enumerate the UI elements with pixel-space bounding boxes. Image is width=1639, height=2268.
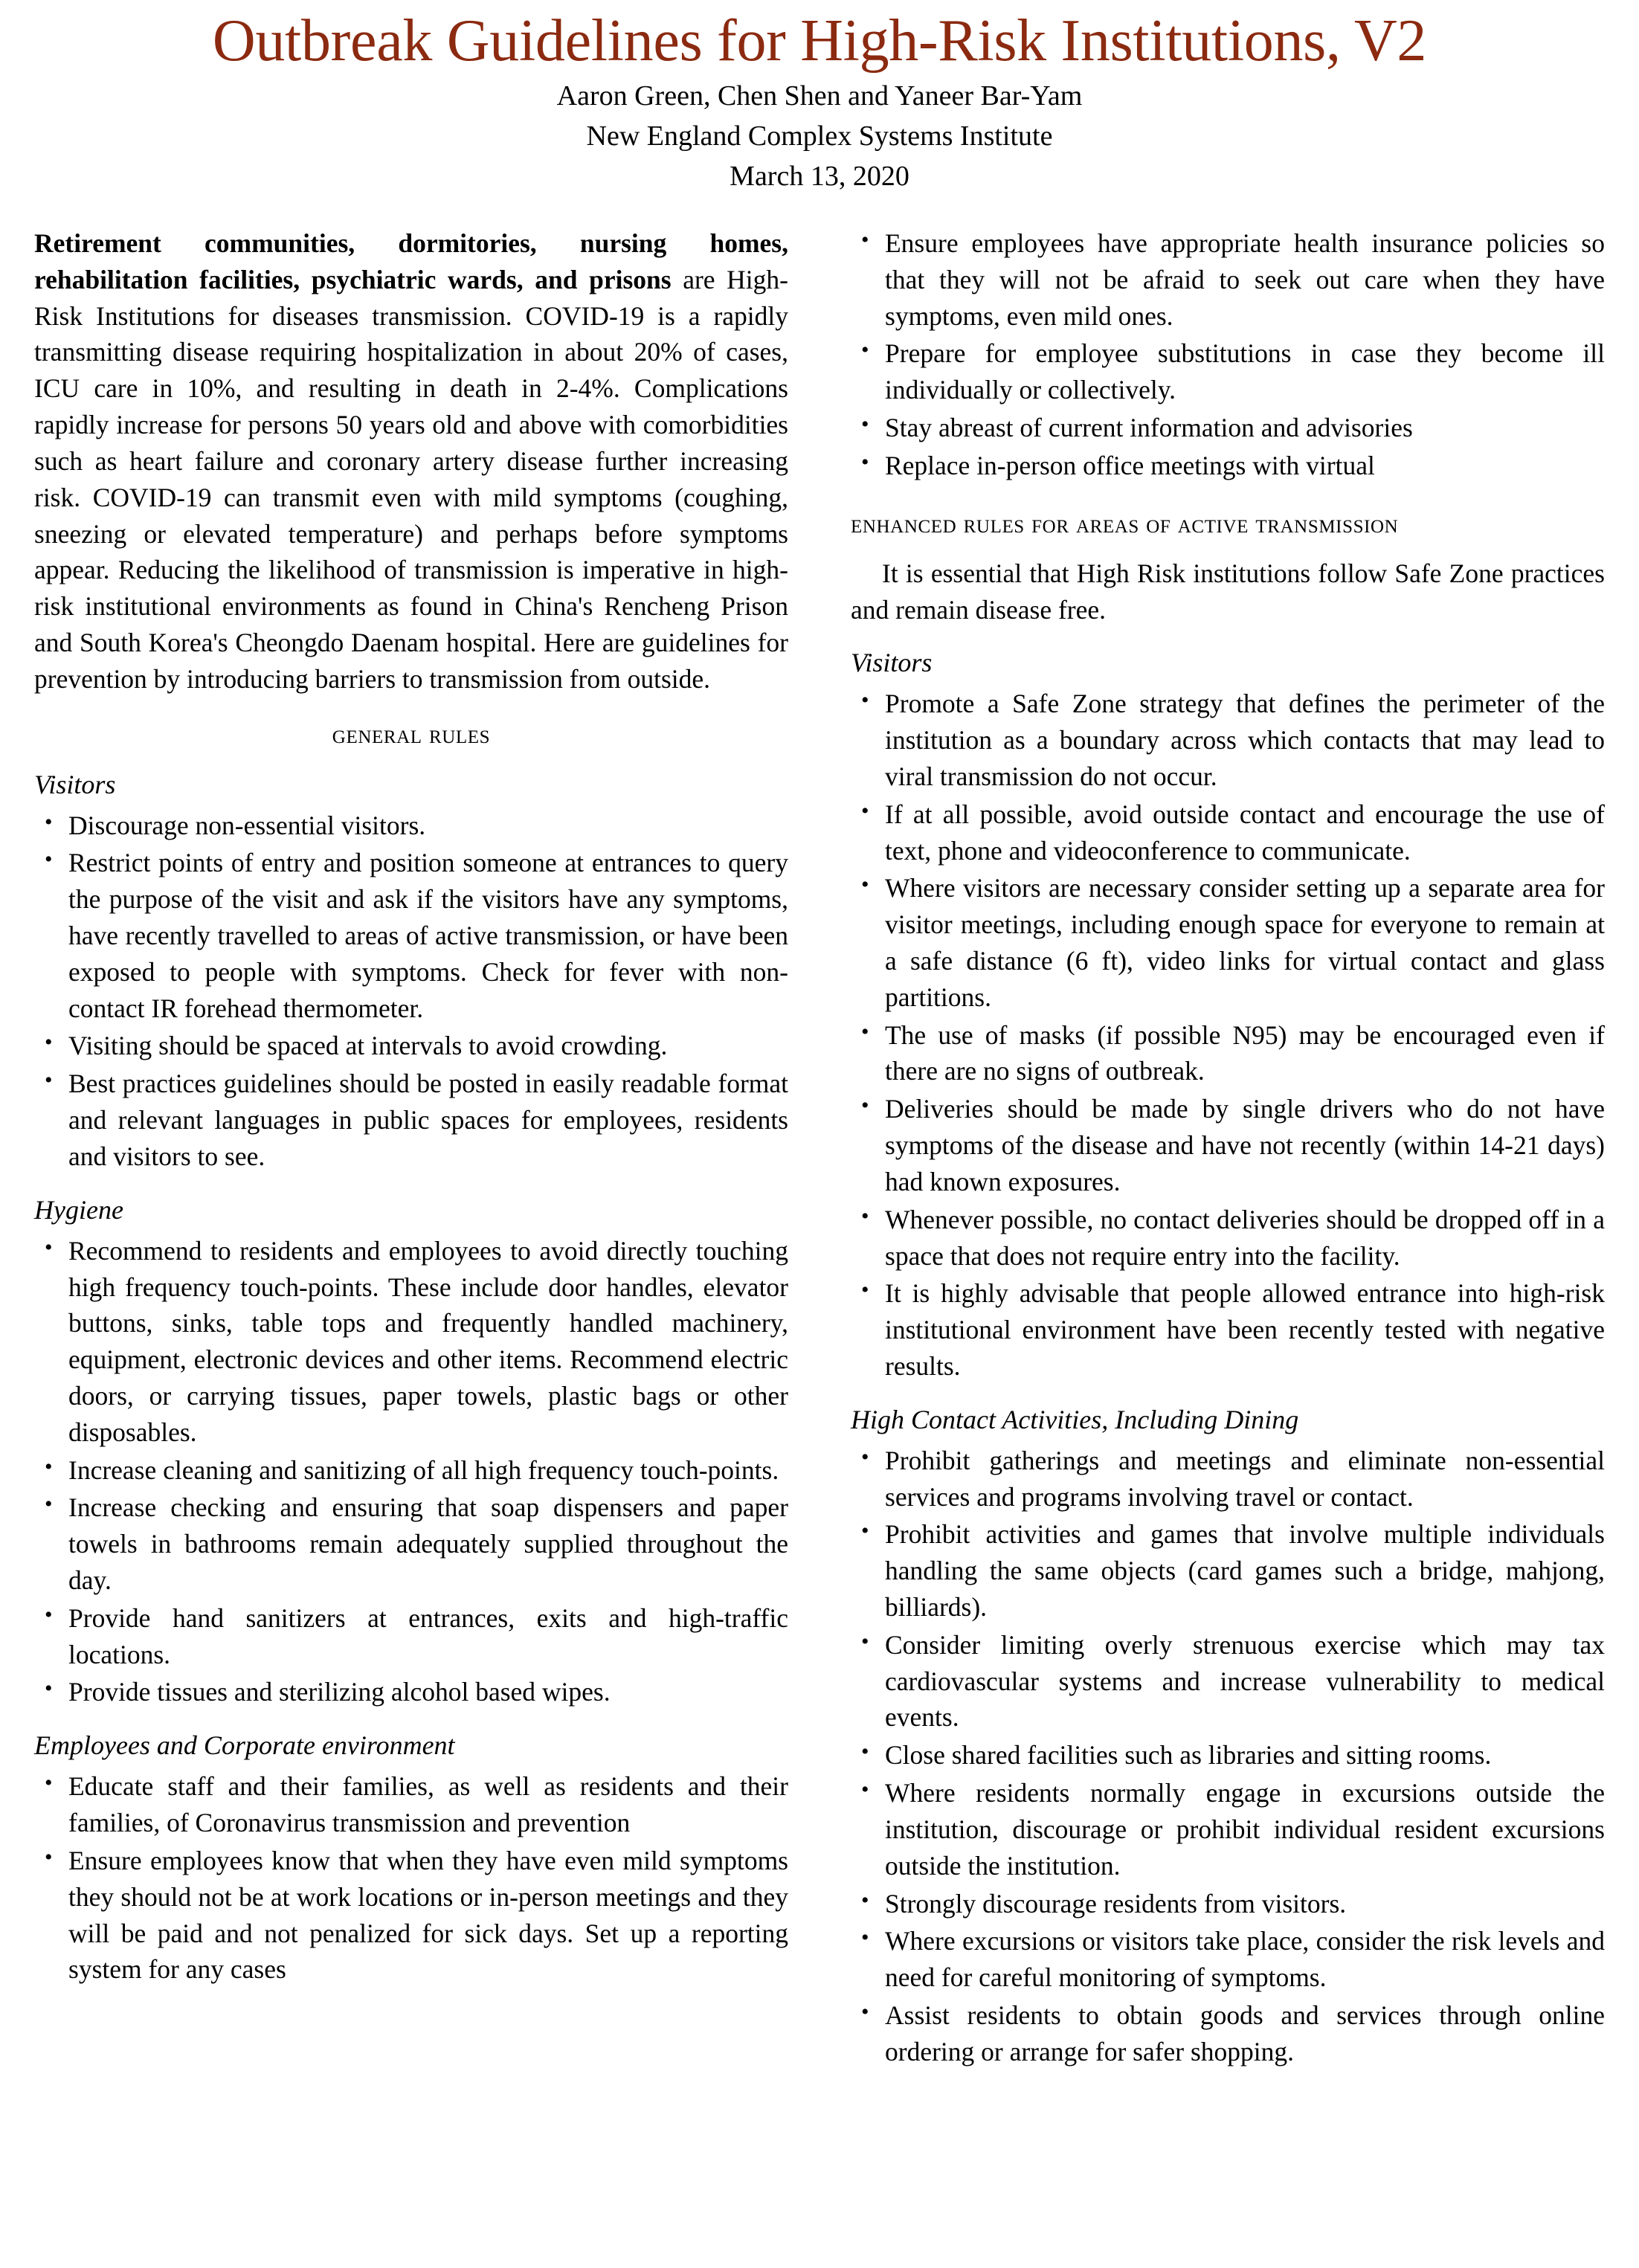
list-item: • It is highly advisable that people allowed entrance into high-risk institutional environment have been recently tested with negative results. xyxy=(851,1275,1605,1384)
list-item: • Assist residents to obtain goods and services through online ordering or arrange for safer shopping. xyxy=(851,1997,1605,2070)
high-contact-rules-list xyxy=(851,1443,1605,2070)
intro-lead-in: Retirement communities, dormitories, nursing homes, rehabilitation facilities, psychiatric wards, and prisons xyxy=(34,228,788,294)
employees-rules-list-continued xyxy=(851,225,1605,484)
enhanced-rules-intro: It is essential that High Risk institutions follow Safe Zone practices and remain disease free. xyxy=(851,558,1605,625)
list-item: • If at all possible, avoid outside contact and encourage the use of text, phone and videoconference to communicate. xyxy=(851,796,1605,869)
subsection-heading-employees: Employees and Corporate environment xyxy=(34,1730,455,1761)
list-item: • Prohibit gatherings and meetings and eliminate non-essential services and programs involving travel or contact. xyxy=(851,1443,1605,1515)
list-item: • Increase checking and ensuring that soap dispensers and paper towels in bathrooms remain adequately supplied throughout the day. xyxy=(34,1489,788,1598)
list-item: • Ensure employees have appropriate health insurance policies so that they will not be afraid to seek out care when they have symptoms, even mild ones. xyxy=(851,225,1605,334)
visitors-rules-list xyxy=(34,808,788,1175)
subsection-heading-hygiene: Hygiene xyxy=(34,1194,123,1225)
list-item: • Visiting should be spaced at intervals to avoid crowding. xyxy=(34,1028,788,1064)
list-item: • Increase cleaning and sanitizing of all high frequency touch-points. xyxy=(34,1452,788,1489)
list-item: • Where residents normally engage in excursions outside the institution, discourage or prohibit individual resident excursions outside the institution. xyxy=(851,1775,1605,1884)
list-item: • Provide tissues and sterilizing alcohol based wipes. xyxy=(34,1674,788,1710)
list-item: • Stay abreast of current information and advisories xyxy=(851,410,1605,446)
masthead xyxy=(34,10,1605,197)
list-item: • Strongly discourage residents from visitors. xyxy=(851,1886,1605,1922)
list-item: • Restrict points of entry and position someone at entrances to query the purpose of the visit and ask if the visitors have any symptoms, have recently travelled to areas of active transmission, or have been exposed to people with symptoms. Check for fever with non-contact IR forehead thermometer. xyxy=(34,845,788,1026)
list-item: • Recommend to residents and employees to avoid directly touching high frequency touch-points. These include door handles, elevator buttons, sinks, table tops and frequently handled machinery, equipment, electronic devices and other items. Recommend electric doors, or carrying tissues, paper towels, plastic bags or other disposables. xyxy=(34,1233,788,1451)
list-item: • The use of masks (if possible N95) may be encouraged even if there are no signs of outbreak. xyxy=(851,1017,1605,1090)
list-item: • Prohibit activities and games that involve multiple individuals handling the same objects (card games such a bridge, mahjong, billiards). xyxy=(851,1516,1605,1625)
section-heading-general-rules: general rules xyxy=(332,719,491,749)
left-column xyxy=(34,225,788,1991)
list-item: • Consider limiting overly strenuous exercise which may tax cardiovascular systems and increase vulnerability to medical events. xyxy=(851,1627,1605,1736)
subsection-heading-visitors-enhanced: Visitors xyxy=(851,648,933,678)
visitors-enhanced-rules-list xyxy=(851,686,1605,1384)
list-item: • Discourage non-essential visitors. xyxy=(34,808,788,844)
subsection-heading-high-contact-activities: High Contact Activities, Including Dining xyxy=(851,1404,1299,1434)
list-item: • Best practices guidelines should be posted in easily readable format and relevant languages in public spaces for employees, residents and visitors to see. xyxy=(34,1066,788,1174)
list-item: • Promote a Safe Zone strategy that defines the perimeter of the institution as a boundary across which contacts that may lead to viral transmission do not occur. xyxy=(851,686,1605,794)
publication-date: March 13, 2020 xyxy=(730,161,909,193)
right-column xyxy=(851,225,1605,2073)
two-column-body xyxy=(34,225,1605,2073)
list-item: • Prepare for employee substitutions in case they become ill individually or collectively. xyxy=(851,335,1605,408)
list-item: • Where excursions or visitors take place, consider the risk levels and need for careful monitoring of symptoms. xyxy=(851,1923,1605,1996)
list-item: • Educate staff and their families, as well as residents and their families, of Coronavirus transmission and prevention xyxy=(34,1768,788,1841)
list-item: • Deliveries should be made by single drivers who do not have symptoms of the disease and have not recently (within 14-21 days) had known exposures. xyxy=(851,1091,1605,1199)
subsection-heading-visitors: Visitors xyxy=(34,769,116,799)
section-heading-enhanced-rules: enhanced rules for areas of active transmission xyxy=(851,509,1399,538)
list-item: • Where visitors are necessary consider setting up a separate area for visitor meetings, including enough space for everyone to remain at a safe distance (6 ft), video links for virtual contact and glass partitions. xyxy=(851,870,1605,1015)
list-item: • Replace in-person office meetings with virtual xyxy=(851,448,1605,484)
list-item: • Provide hand sanitizers at entrances, exits and high-traffic locations. xyxy=(34,1600,788,1673)
hygiene-rules-list xyxy=(34,1233,788,1711)
list-item: • Whenever possible, no contact deliveries should be dropped off in a space that does not require entry into the facility. xyxy=(851,1202,1605,1275)
list-item: • Close shared facilities such as libraries and sitting rooms. xyxy=(851,1737,1605,1774)
page-title: Outbreak Guidelines for High-Risk Institutions, V2 xyxy=(212,8,1427,74)
list-item: • Ensure employees know that when they have even mild symptoms they should not be at work locations or in-person meetings and they will be paid and not penalized for sick days. Set up a reporting system for any cases xyxy=(34,1843,788,1988)
affiliation: New England Complex Systems Institute xyxy=(586,120,1053,152)
employees-rules-list xyxy=(34,1768,788,1988)
author-list: Aaron Green, Chen Shen and Yaneer Bar-Yam xyxy=(556,80,1083,112)
intro-paragraph xyxy=(34,225,788,698)
intro-body: are High-Risk Institutions for diseases transmission. COVID-19 is a rapidly transmitting disease requiring hospitalization in about 20% of cases, ICU care in 10%, and resulting in death in 2-4%. Complications rapidly increase for persons 50 years old and above with comorbidities such as heart failure and coronary artery disease further increasing risk. COVID-19 can transmit even with mild symptoms (coughing, sneezing or elevated temperature) and perhaps before symptoms appear. Reducing the likelihood of transmission is imperative in high-risk institutional environments as found in China's Rencheng Prison and South Korea's Cheongdo Daenam hospital. Here are guidelines for prevention by introducing barriers to transmission from outside. xyxy=(34,264,788,694)
